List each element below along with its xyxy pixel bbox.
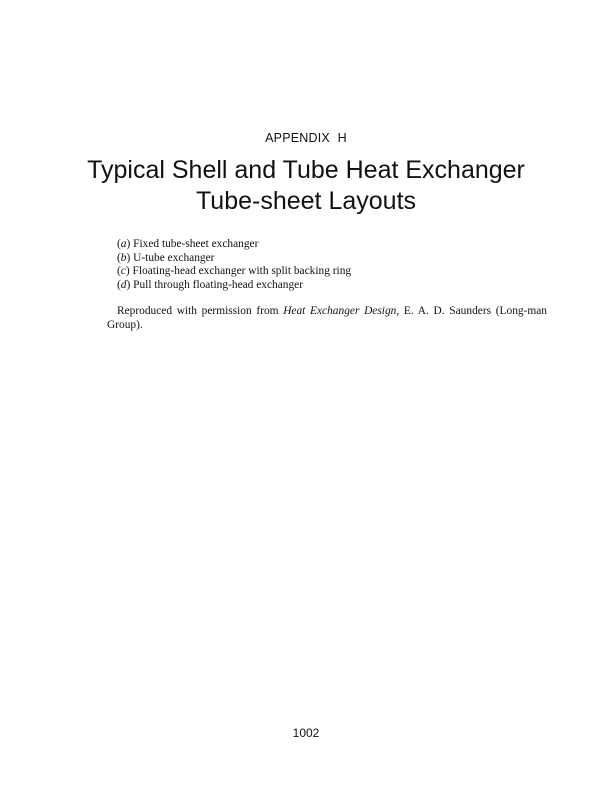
book-title: Heat Exchanger Design — [283, 305, 397, 317]
list-item: (a) Fixed tube-sheet exchanger — [117, 238, 259, 250]
list-item-letter: a — [120, 238, 127, 250]
page-title-line-1: Typical Shell and Tube Heat Exchanger — [87, 156, 525, 184]
permission-note-prefix: Reproduced with permission from — [117, 305, 284, 317]
list-item-letter: c — [120, 265, 126, 278]
permission-note — [107, 305, 547, 332]
list-item-text: Fixed tube-sheet exchanger — [133, 238, 259, 250]
page-title-line-2: Tube-sheet Layouts — [195, 187, 417, 215]
figure-list — [117, 238, 557, 292]
list-item: (d) Pull through floating-head exchanger — [117, 278, 304, 291]
permission-note-suffix: , E. A. D. Saunders (Long-man Group). — [107, 305, 547, 331]
list-item: (c) Floating-head exchanger with split backing ring — [117, 265, 352, 278]
list-item-letter: b — [120, 251, 127, 264]
list-item-text: Pull through floating-head exchanger — [133, 278, 304, 291]
list-item-letter: d — [120, 278, 127, 291]
list-item: (b) U-tube exchanger — [117, 251, 215, 264]
appendix-label: APPENDIX H — [265, 131, 347, 145]
list-item-text: U-tube exchanger — [133, 251, 215, 264]
list-item-text: Floating-head exchanger with split backing ring — [132, 265, 352, 278]
page-title — [0, 155, 612, 217]
page-number: 1002 — [292, 726, 320, 740]
